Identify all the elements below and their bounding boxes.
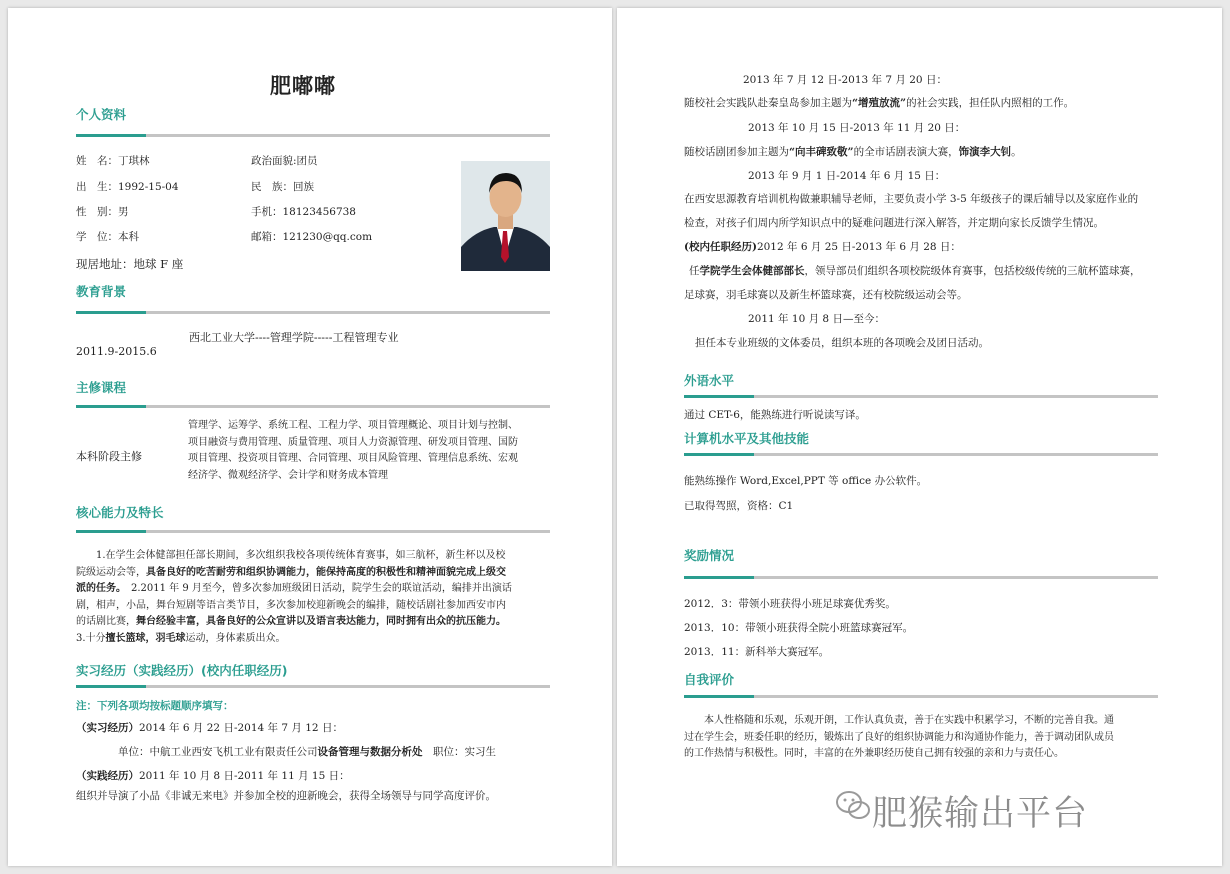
section-divider bbox=[684, 395, 1158, 398]
award-item: 2013．11：新科举大赛冠军。 bbox=[684, 646, 830, 658]
section-divider bbox=[684, 453, 1158, 456]
resume-page-right bbox=[617, 8, 1222, 866]
section-divider bbox=[76, 530, 550, 533]
watermark-text: 肥猴输出平台 bbox=[872, 794, 1089, 834]
self-line: 本人性格随和乐观，乐观开朗，工作认真负责，善于在实践中积累学习，不断的完善自我。通 bbox=[704, 715, 1114, 726]
intern-date: 2014 年 6 月 22 日-2014 年 7 月 12 日： bbox=[139, 722, 343, 734]
exp3-line: 在西安思源教育培训机构做兼职辅导老师，主要负责小学 3-5 年级孩子的课后辅导以及家庭作业的 bbox=[684, 193, 1139, 205]
section-computer-heading: 计算机水平及其他技能 bbox=[684, 431, 810, 446]
exp-text: 随校社会实践队赴秦皇岛参加主题为 bbox=[684, 97, 852, 109]
section-core-heading: 核心能力及特长 bbox=[76, 505, 164, 520]
exp3-line: 检查，对孩子们周内所学知识点中的疑难问题进行深入解答，并定期向家长反馈学生情况。 bbox=[684, 217, 1104, 229]
resume-name: 肥嘟嘟 bbox=[270, 74, 336, 98]
campus-tag: (校内任职经历) bbox=[684, 241, 757, 253]
courses-label: 本科阶段主修 bbox=[76, 450, 142, 463]
award-item: 2013．10：带领小班获得全院小班篮球赛冠军。 bbox=[684, 622, 914, 634]
courses-line: 经济学、微观经济学、会计学和财务成本管理 bbox=[188, 469, 388, 481]
core-line bbox=[76, 614, 554, 631]
core-line: 剧，相声，小品，舞台短剧等语言类节目，多次参加校迎新晚会的编排，随校话剧社参加西安市内 bbox=[76, 599, 506, 611]
exp-bold-text: “向丰碑致敬” bbox=[789, 146, 854, 158]
section-divider bbox=[76, 311, 550, 314]
resume-page-left bbox=[8, 8, 612, 866]
section-divider bbox=[76, 405, 550, 408]
courses-line: 项目融资与费用管理、质量管理、项目人力资源管理、研发项目管理、国防 bbox=[188, 436, 518, 448]
self-evaluation bbox=[684, 713, 1164, 763]
campus2-desc: 担任本专业班级的文体委员，组织本班的各项晚会及团日活动。 bbox=[695, 337, 989, 349]
campus-bold-text: 学院学生会体健部部长 bbox=[699, 265, 805, 277]
exp-text: 的全市话剧表演大赛， bbox=[853, 146, 959, 158]
core-text: 的话剧比赛， bbox=[76, 616, 136, 627]
core-text: 院级运动会等， bbox=[76, 566, 146, 578]
core-line bbox=[76, 581, 554, 598]
campus-text: ，领导部员们组织各项校院级体育赛事，包括校级传统的三航杯篮球赛， bbox=[804, 265, 1141, 277]
section-education-heading: 教育背景 bbox=[76, 284, 127, 299]
courses-line: 项目管理、投资项目管理、合同管理、项目风险管理、管理信息系统、宏观 bbox=[188, 453, 518, 464]
courses-line: 管理学、运筹学、系统工程、工程力学、项目管理概论、项目计划与控制、 bbox=[188, 420, 518, 431]
computer-line: 已取得驾照，资格：C1 bbox=[684, 500, 794, 512]
unit-position: 职位：实习生 bbox=[422, 746, 496, 758]
intern-entry bbox=[76, 720, 343, 736]
section-experience-heading: 实习经历（实践经历）(校内任职经历) bbox=[76, 663, 288, 678]
intern-unit bbox=[118, 744, 496, 760]
section-divider bbox=[684, 576, 1158, 579]
courses-list bbox=[188, 418, 550, 484]
award-item: 2012．3：带领小班获得小班足球赛优秀奖。 bbox=[684, 598, 896, 610]
core-text: 3.十分 bbox=[76, 632, 106, 644]
core-line: 1.在学生会体健部担任部长期间，多次组织我校各项传统体育赛事，如三航杯，新生杯以及校 bbox=[96, 550, 506, 561]
exp1-desc bbox=[684, 95, 1074, 111]
practice-desc: 组织并导演了小品《非诚无来电》并参加全校的迎新晚会，获得全场领导与同学高度评价。 bbox=[76, 790, 496, 802]
self-line: 的工作热情与积极性。同时，丰富的在外兼职经历使自己拥有较强的亲和力与责任心。 bbox=[684, 748, 1064, 759]
education-school: 西北工业大学----管理学院-----工程管理专业 bbox=[189, 331, 399, 344]
exp-text: 随校话剧团参加主题为 bbox=[684, 146, 789, 158]
practice-entry bbox=[76, 768, 350, 784]
email-field: 邮箱：121230@qq.com bbox=[251, 231, 373, 243]
profile-photo bbox=[461, 161, 550, 271]
computer-line: 能熟练操作 Word,Excel,PPT 等 office 办公软件。 bbox=[684, 475, 928, 487]
exp-text: 的社会实践，担任队内照相的工作。 bbox=[906, 97, 1075, 109]
core-bold-text: 舞台经验丰富，具备良好的公众宣讲以及语言表达能力，同时拥有出众的抗压能力。 bbox=[136, 616, 506, 627]
core-text: 运动，身体素质出众。 bbox=[185, 632, 286, 644]
section-courses-heading: 主修课程 bbox=[76, 380, 127, 395]
core-text: 2.2011 年 9 月至今，曾多次参加班级团日活动，院学生会的联谊活动，编排并出演话 bbox=[121, 583, 512, 594]
address-field: 现居地址：地球 F 座 bbox=[76, 257, 184, 271]
exp-bold-text: 饰演李大钊 bbox=[958, 146, 1012, 158]
phone-field: 手机：18123456738 bbox=[251, 206, 356, 218]
self-line: 过在学生会，班委任职的经历，锻炼出了良好的组织协调能力和沟通协作能力，善于调动团队成员 bbox=[684, 731, 1114, 743]
education-period: 2011.9-2015.6 bbox=[76, 345, 157, 358]
intern-tag: （实习经历） bbox=[76, 722, 139, 734]
exp3-date: 2013 年 9 月 1 日-2014 年 6 月 15 日： bbox=[748, 170, 946, 182]
campus-entry bbox=[684, 239, 961, 255]
practice-tag: （实践经历） bbox=[76, 770, 139, 782]
exp-bold-text: “增殖放流” bbox=[852, 97, 907, 109]
core-bold-text: 派的任务。 bbox=[76, 583, 121, 594]
experience-note: 注：下列各项均按标题顺序填写： bbox=[76, 700, 234, 712]
language-desc: 通过 CET-6，能熟练进行听说读写译。 bbox=[684, 409, 866, 421]
exp2-date: 2013 年 10 月 15 日-2013 年 11 月 20 日： bbox=[748, 122, 966, 134]
gender-field: 性 别：男 bbox=[76, 206, 129, 218]
section-awards-heading: 奖励情况 bbox=[684, 548, 735, 563]
core-bold-text: 擅长篮球，羽毛球 bbox=[105, 632, 186, 644]
section-personal-heading: 个人资料 bbox=[76, 107, 127, 122]
section-divider bbox=[76, 134, 550, 137]
section-self-heading: 自我评价 bbox=[684, 672, 735, 687]
unit-department: 设备管理与数据分析处 bbox=[317, 746, 423, 758]
campus2-date: 2011 年 10 月 8 日—至今： bbox=[748, 313, 885, 325]
name-field: 姓 名：丁琪林 bbox=[76, 155, 150, 167]
exp1-date: 2013 年 7 月 12 日-2013 年 7 月 20 日： bbox=[743, 74, 947, 86]
core-paragraph bbox=[76, 548, 554, 647]
core-line bbox=[76, 565, 554, 582]
degree-field: 学 位：本科 bbox=[76, 231, 139, 243]
exp2-desc bbox=[684, 144, 1022, 160]
wechat-icon bbox=[835, 790, 871, 826]
section-divider bbox=[76, 685, 550, 688]
person-portrait-icon bbox=[461, 161, 550, 271]
birth-field: 出 生：1992-15-04 bbox=[76, 181, 179, 193]
politics-field: 政治面貌:团员 bbox=[251, 155, 318, 167]
campus-line: 足球赛，羽毛球赛以及新生杯篮球赛，还有校院级运动会等。 bbox=[684, 289, 968, 301]
unit-name: 单位：中航工业西安飞机工业有限责任公司 bbox=[118, 746, 318, 758]
campus-line bbox=[689, 263, 1141, 279]
practice-date: 2011 年 10 月 8 日-2011 年 11 月 15 日： bbox=[139, 770, 350, 782]
section-language-heading: 外语水平 bbox=[684, 373, 735, 388]
core-bold-text: 具备良好的吃苦耐劳和组织协调能力，能保持高度的积极性和精神面貌完成上级交 bbox=[146, 566, 506, 578]
campus-text: 任 bbox=[689, 265, 700, 277]
core-line bbox=[76, 631, 554, 648]
section-divider bbox=[684, 695, 1158, 698]
ethnic-field: 民 族：回族 bbox=[251, 181, 314, 193]
exp-text: 。 bbox=[1011, 146, 1022, 158]
campus-date: 2012 年 6 月 25 日-2013 年 6 月 28 日： bbox=[756, 241, 961, 253]
